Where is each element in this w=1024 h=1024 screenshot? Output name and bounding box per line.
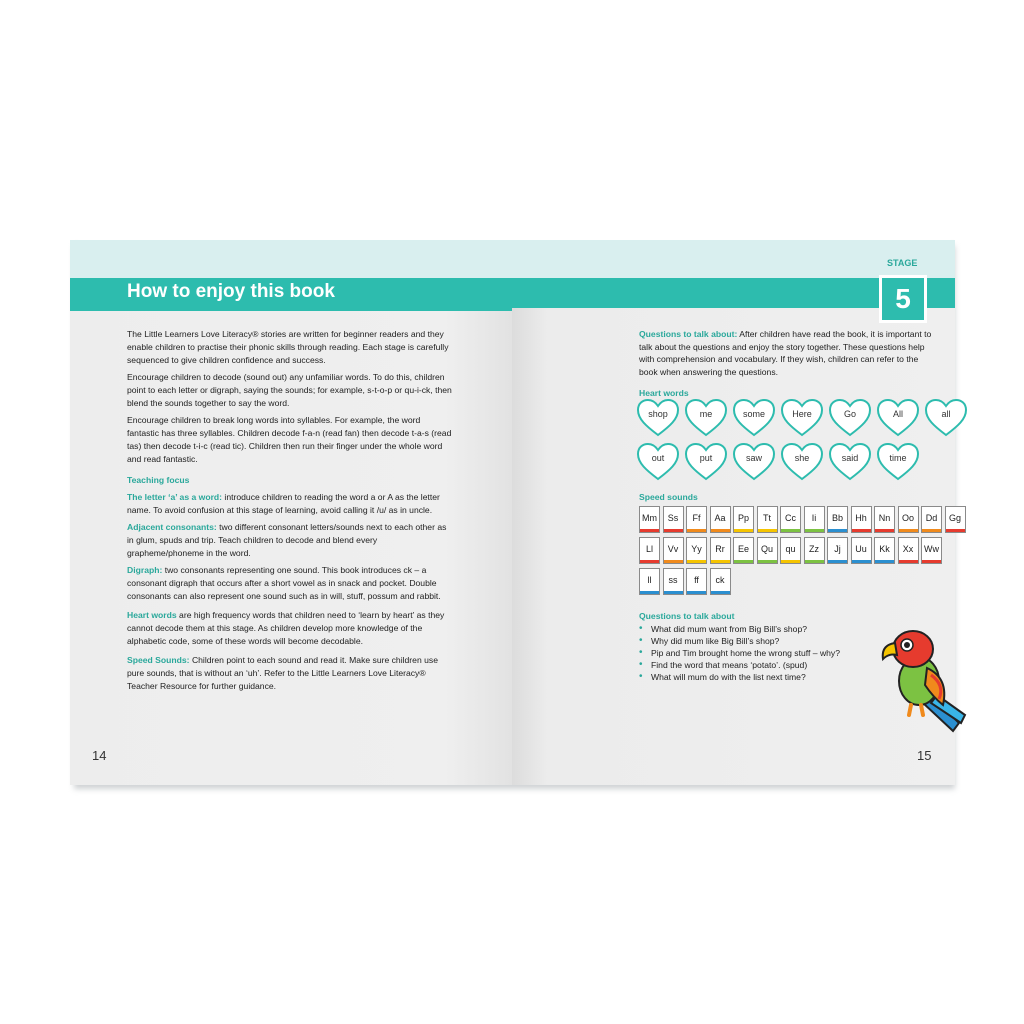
heart-word bbox=[780, 398, 824, 438]
heart-word bbox=[732, 442, 776, 482]
questions-intro-text: After children have read the book, it is important to talk about the questions and enjoy the story together. These questions help with comprehension and vocabulary. If they wish, children can refer to the book when answering the questions. bbox=[639, 329, 932, 377]
speed-sound-label: Aa bbox=[714, 513, 726, 523]
heart-paragraph bbox=[127, 609, 452, 648]
speed-sound-stripe bbox=[711, 529, 730, 532]
speed-sound-card bbox=[757, 506, 778, 533]
speed-sound-card bbox=[639, 537, 660, 564]
letter-a-paragraph bbox=[127, 491, 452, 517]
speed-sound-stripe bbox=[852, 560, 871, 563]
speed-sound-label: Hh bbox=[855, 513, 867, 523]
stage-number: 5 bbox=[895, 283, 911, 314]
speed-sound-label: Uu bbox=[855, 544, 867, 554]
speed-sound-stripe bbox=[664, 560, 683, 563]
stage-label: STAGE bbox=[887, 258, 918, 268]
speed-sound-label: Bb bbox=[831, 513, 843, 523]
speed-sound-card bbox=[851, 506, 872, 533]
parrot-illustration bbox=[877, 623, 972, 735]
speed-sound-label: Rr bbox=[715, 544, 725, 554]
speed-sound-label: Ww bbox=[924, 544, 939, 554]
speed-sound-stripe bbox=[828, 529, 847, 532]
speed-sound-stripe bbox=[875, 529, 894, 532]
digraph-label: Digraph: bbox=[127, 565, 163, 575]
speed-sound-label: qu bbox=[785, 544, 796, 554]
speed-sound-card bbox=[874, 506, 895, 533]
speed-sound-card bbox=[663, 506, 684, 533]
speed-sound-stripe bbox=[687, 529, 706, 532]
intro-paragraph-1: The Little Learners Love Literacy® stories are written for beginner readers and they enable children to practise their phonic skills through reading. Each stage is carefully sequenced to give children confidence and success. bbox=[127, 329, 449, 365]
speed-sound-stripe bbox=[664, 529, 683, 532]
speed-sound-stripe bbox=[805, 529, 824, 532]
speed-sound-stripe bbox=[734, 560, 753, 563]
question-item: • Why did mum like Big Bill’s shop? bbox=[639, 635, 840, 647]
speed-sound-card bbox=[686, 537, 707, 564]
speed-sound-card bbox=[898, 506, 919, 533]
speed-sound-card bbox=[639, 568, 660, 595]
speed-sound-label: Pp bbox=[737, 513, 749, 523]
speed-sound-stripe bbox=[946, 529, 965, 532]
speed-sound-label: ff bbox=[694, 575, 699, 585]
speed-sound-label: Kk bbox=[879, 544, 890, 554]
speed-sound-card bbox=[686, 568, 707, 595]
questions-heading: Questions to talk about bbox=[639, 611, 735, 621]
speed-sound-stripe bbox=[640, 560, 659, 563]
speed-sound-label: Ee bbox=[737, 544, 749, 554]
heart-word bbox=[876, 398, 920, 438]
heart-text: are high frequency words that children need to ‘learn by heart’ as they cannot decode them at this stage. As children develop more knowledge of the alphabetic code, some of these words will become decodable. bbox=[127, 610, 445, 646]
digraph-paragraph bbox=[127, 564, 452, 603]
adjacent-label: Adjacent consonants: bbox=[127, 522, 217, 532]
questions-intro-label: Questions to talk about: bbox=[639, 329, 738, 339]
speed-sound-stripe bbox=[687, 560, 706, 563]
speed-sound-card bbox=[710, 537, 731, 564]
speed-sound-card bbox=[663, 568, 684, 595]
speed-sound-stripe bbox=[711, 560, 730, 563]
speed-sound-card bbox=[945, 506, 966, 533]
heart-word bbox=[684, 398, 728, 438]
page-title: How to enjoy this book bbox=[127, 281, 335, 302]
question-item: • Find the word that means ‘potato’. (spud) bbox=[639, 659, 840, 671]
speed-sound-card bbox=[827, 506, 848, 533]
letter-a-label: The letter ‘a’ as a word: bbox=[127, 492, 223, 502]
intro-text bbox=[127, 328, 452, 697]
speed-sound-card bbox=[874, 537, 895, 564]
question-item: • Pip and Tim brought home the wrong stuff – why? bbox=[639, 647, 840, 659]
intro-paragraph-3: Encourage children to break long words into syllables. For example, the word fantastic has three syllables. Children decode f-a-n (read fan) then decode t-a-s (read tas) then decode t-i-c (read tic). Children then run their finger under the whole word and read fantastic. bbox=[127, 415, 452, 464]
speed-sound-label: Cc bbox=[785, 513, 796, 523]
adjacent-text: two different consonant letters/sounds next to each other as in glum, spuds and trip. Teach children to decode and blend every grapheme/phoneme in the word. bbox=[127, 522, 447, 558]
speed-sound-stripe bbox=[899, 560, 918, 563]
speed-sound-label: Oo bbox=[901, 513, 914, 523]
heart-word bbox=[828, 442, 872, 482]
open-book bbox=[70, 240, 961, 785]
heart-word-label: out bbox=[651, 453, 665, 463]
speed-sound-card bbox=[710, 568, 731, 595]
intro-paragraph-2: Encourage children to decode (sound out) any unfamiliar words. To do this, children point to each letter or digraph, saying the sounds; for example, s-t-o-p or qu-i-ck, then blend the sounds together to say the word. bbox=[127, 372, 452, 408]
speed-sound-label: Zz bbox=[809, 544, 819, 554]
right-page bbox=[512, 240, 961, 785]
speed-sound-card bbox=[639, 506, 660, 533]
heart-word-label: time bbox=[889, 453, 907, 463]
page-number-right: 15 bbox=[917, 748, 932, 763]
speed-sound-card bbox=[780, 506, 801, 533]
speed-sound-label: Gg bbox=[948, 513, 961, 523]
speed-sound-label: Mm bbox=[642, 513, 657, 523]
speed-sound-stripe bbox=[758, 529, 777, 532]
speed-sound-stripe bbox=[640, 591, 659, 594]
heart-word bbox=[828, 398, 872, 438]
speed-sound-card bbox=[804, 506, 825, 533]
heart-word bbox=[636, 398, 680, 438]
speed-sound-label: ck bbox=[715, 575, 725, 585]
heart-word-label: saw bbox=[745, 453, 762, 463]
speed-sound-stripe bbox=[828, 560, 847, 563]
speed-sound-stripe bbox=[711, 591, 730, 594]
speed-sound-stripe bbox=[852, 529, 871, 532]
speed-sound-card bbox=[921, 506, 942, 533]
speed-sound-card bbox=[921, 537, 942, 564]
speed-sound-card bbox=[851, 537, 872, 564]
questions-intro bbox=[639, 328, 939, 378]
adjacent-paragraph bbox=[127, 521, 452, 560]
speed-sound-card bbox=[686, 506, 707, 533]
speed-sound-card bbox=[804, 537, 825, 564]
letter-a-text: introduce children to reading the word a or A as the letter name. To avoid confusion at this stage of learning, avoid calling it /u/ as in uncle. bbox=[127, 492, 440, 515]
speed-sound-label: Vv bbox=[667, 544, 679, 554]
speed-sound-label: Tt bbox=[763, 513, 771, 523]
speed-text: Children point to each sound and read it. Make sure children use pure sounds, that is without an ‘uh’. Refer to the Little Learners Love Literacy® Teacher Resource for further guidance. bbox=[127, 655, 438, 691]
speed-sound-stripe bbox=[758, 560, 777, 563]
heart-word-label: put bbox=[699, 453, 713, 463]
heart-word-label: some bbox=[742, 409, 765, 419]
speed-sound-label: Ff bbox=[692, 513, 701, 523]
heart-word bbox=[924, 398, 968, 438]
speed-sound-stripe bbox=[922, 529, 941, 532]
questions-list bbox=[639, 623, 840, 683]
heart-word-label: Here bbox=[792, 409, 812, 419]
speed-sound-stripe bbox=[687, 591, 706, 594]
teaching-focus-heading: Teaching focus bbox=[127, 475, 190, 485]
speed-paragraph bbox=[127, 654, 452, 693]
heart-word-label: she bbox=[794, 453, 810, 463]
speed-sound-card bbox=[898, 537, 919, 564]
speed-sound-stripe bbox=[899, 529, 918, 532]
heart-words-heading: Heart words bbox=[639, 388, 689, 398]
speed-sound-label: Jj bbox=[834, 544, 841, 554]
heart-word-label: me bbox=[699, 409, 713, 419]
speed-sound-card bbox=[733, 537, 754, 564]
speed-sound-card bbox=[757, 537, 778, 564]
speed-sound-label: Ii bbox=[811, 513, 817, 523]
speed-sound-stripe bbox=[664, 591, 683, 594]
speed-sound-card bbox=[710, 506, 731, 533]
speed-sound-stripe bbox=[734, 529, 753, 532]
speed-sound-stripe bbox=[922, 560, 941, 563]
heart-word bbox=[780, 442, 824, 482]
speed-sound-label: Qu bbox=[760, 544, 773, 554]
speed-sound-label: ll bbox=[647, 575, 652, 585]
question-item: • What will mum do with the list next time? bbox=[639, 671, 840, 683]
stage-number-box bbox=[879, 275, 927, 323]
question-item: • What did mum want from Big Bill’s shop? bbox=[639, 623, 840, 635]
digraph-text: two consonants representing one sound. This book introduces ck – a consonant digraph that occurs after a short vowel as in snack and pocket. Double consonants can also represent one sound such as in will, stuff, possum and rabbit. bbox=[127, 565, 441, 601]
heart-word bbox=[684, 442, 728, 482]
speed-label: Speed Sounds: bbox=[127, 655, 190, 665]
heart-word-label: Go bbox=[843, 409, 856, 419]
speed-sound-label: Dd bbox=[925, 513, 938, 523]
heart-word-label: All bbox=[892, 409, 903, 419]
speed-sound-label: Xx bbox=[902, 544, 914, 554]
speed-sound-card bbox=[733, 506, 754, 533]
page-number-left: 14 bbox=[92, 748, 107, 763]
speed-sound-stripe bbox=[781, 560, 800, 563]
heart-word-label: shop bbox=[648, 409, 668, 419]
speed-sound-stripe bbox=[805, 560, 824, 563]
speed-sound-card bbox=[780, 537, 801, 564]
speed-sound-label: Yy bbox=[691, 544, 702, 554]
speed-sound-stripe bbox=[640, 529, 659, 532]
heart-label: Heart words bbox=[127, 610, 177, 620]
speed-sound-label: ss bbox=[668, 575, 678, 585]
heart-word-label: all bbox=[941, 409, 951, 419]
speed-sound-stripe bbox=[875, 560, 894, 563]
heart-word-label: said bbox=[841, 453, 859, 463]
speed-sound-stripe bbox=[781, 529, 800, 532]
speed-sound-card bbox=[827, 537, 848, 564]
speed-sound-label: Ll bbox=[645, 544, 653, 554]
speed-sound-card bbox=[663, 537, 684, 564]
heart-word bbox=[732, 398, 776, 438]
top-band bbox=[70, 240, 512, 278]
speed-sound-label: Nn bbox=[878, 513, 891, 523]
speed-sounds-heading: Speed sounds bbox=[639, 492, 698, 502]
heart-word bbox=[876, 442, 920, 482]
left-page bbox=[70, 240, 512, 785]
heart-word bbox=[636, 442, 680, 482]
speed-sound-label: Ss bbox=[667, 513, 679, 523]
